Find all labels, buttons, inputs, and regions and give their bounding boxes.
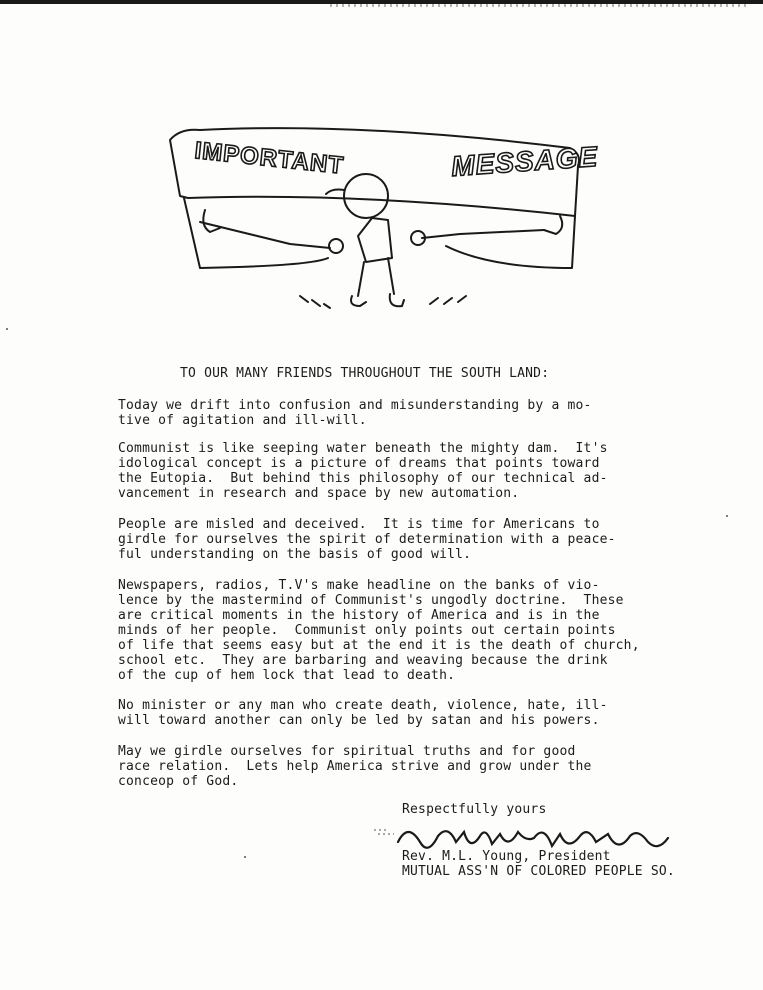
paragraph-line: of the cup of hem lock that lead to death. — [118, 668, 456, 683]
paragraph-3 — [118, 517, 718, 562]
paragraph-line: minds of her people. Communist only points out certain points — [118, 623, 616, 638]
signer-name: Rev. M.L. Young, President — [402, 849, 611, 864]
paragraph-2 — [118, 441, 718, 501]
organization-name: MUTUAL ASS'N OF COLORED PEOPLE SO. — [402, 864, 675, 879]
paragraph-line: Today we drift into confusion and misunderstanding by a mo- — [118, 398, 592, 413]
banner-text-important: IMPORTANT — [193, 137, 346, 180]
paragraph-line: school etc. They are barbaring and weaving because the drink — [118, 653, 608, 668]
paragraph-line: the Eutopia. But behind this philosophy of our technical ad- — [118, 471, 608, 486]
paragraph-line: idological concept is a picture of dreams that points toward — [118, 456, 600, 471]
paragraph-line: Communist is like seeping water beneath the mighty dam. It's — [118, 441, 608, 456]
scan-speck — [6, 328, 8, 330]
banner-text-message: MESSAGE — [450, 140, 600, 182]
paragraph-line: Newspapers, radios, T.V's make headline on the banks of vio- — [118, 578, 600, 593]
paragraph-6 — [118, 744, 718, 789]
paragraph-line: of life that seems easy but at the end it is the death of church, — [118, 638, 640, 653]
paragraph-line: are critical moments in the history of America and is in the — [118, 608, 600, 623]
paragraph-line: ful understanding on the basis of good will. — [118, 547, 472, 562]
paragraph-line: girdle for ourselves the spirit of determination with a peace- — [118, 532, 616, 547]
paragraph-line: lence by the mastermind of Communist's ungodly doctrine. These — [118, 593, 624, 608]
banner-illustration — [160, 118, 600, 333]
salutation: TO OUR MANY FRIENDS THROUGHOUT THE SOUTH LAND: — [180, 366, 550, 381]
paragraph-line: tive of agitation and ill-will. — [118, 413, 367, 428]
paragraph-line: vancement in research and space by new automation. — [118, 486, 520, 501]
paragraph-5 — [118, 698, 718, 728]
scan-speck — [726, 515, 728, 517]
paragraph-4 — [118, 578, 718, 683]
paragraph-line: conceop of God. — [118, 774, 239, 789]
paragraph-line: May we girdle ourselves for spiritual truths and for good — [118, 744, 576, 759]
paragraph-line: will toward another can only be led by satan and his powers. — [118, 713, 600, 728]
paragraph-1 — [118, 398, 718, 428]
paragraph-line: People are misled and deceived. It is time for Americans to — [118, 517, 600, 532]
page-top-bleed — [330, 4, 750, 7]
paragraph-line: race relation. Lets help America strive and grow under the — [118, 759, 592, 774]
paragraph-line: No minister or any man who create death, violence, hate, ill- — [118, 698, 608, 713]
closing: Respectfully yours — [402, 802, 547, 817]
scan-speck — [244, 856, 246, 858]
